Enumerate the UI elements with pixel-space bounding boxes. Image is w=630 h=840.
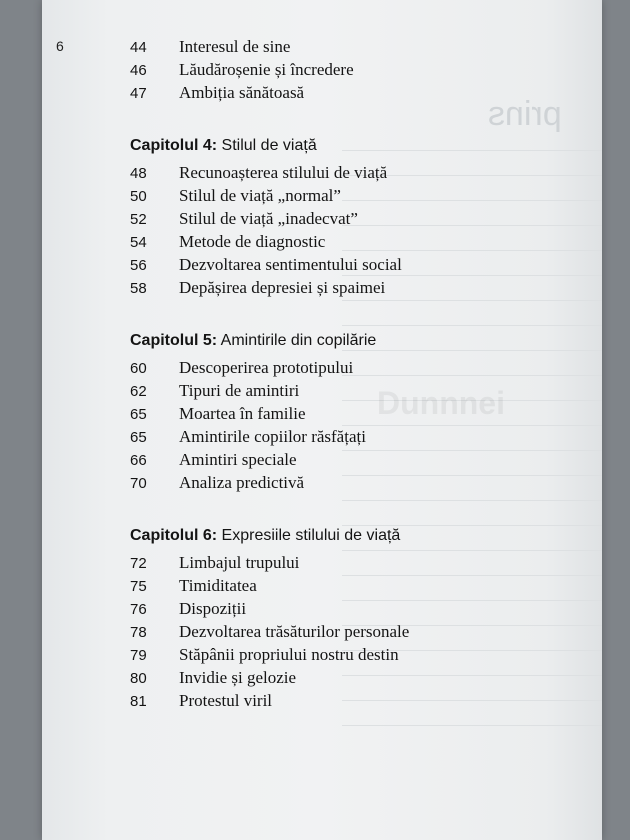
toc-entry-title: Analiza predictivă <box>179 473 305 492</box>
toc-entry-page: 76 <box>130 601 147 618</box>
chapter-label: Capitolul 4: <box>130 137 218 154</box>
toc-entry-title: Recunoașterea stilului de viață <box>179 163 388 182</box>
toc-entry <box>130 404 409 427</box>
toc-entry <box>130 691 409 714</box>
toc-entry <box>130 427 409 450</box>
toc-entry-page: 70 <box>130 475 147 492</box>
toc-entry-title: Stăpânii propriului nostru destin <box>179 645 399 664</box>
toc-entry-title: Lăudăroșenie și încredere <box>179 60 354 79</box>
toc-entry <box>130 209 409 232</box>
toc-entry-title: Stilul de viață „normal” <box>179 186 341 205</box>
toc-entry-page: 79 <box>130 647 147 664</box>
table-of-contents <box>130 37 409 714</box>
toc-entry <box>130 381 409 404</box>
toc-entry-title: Depășirea depresiei și spaimei <box>179 278 386 297</box>
chapter-title: Amintirile din copilărie <box>217 332 377 349</box>
toc-entry-title: Limbajul trupului <box>179 553 300 572</box>
toc-entry <box>130 668 409 691</box>
chapter-heading <box>130 527 409 551</box>
chapter-title: Stilul de viață <box>217 137 317 154</box>
toc-entry-title: Stilul de viață „inadecvat” <box>179 209 358 228</box>
chapter-label: Capitolul 5: <box>130 332 218 349</box>
chapter-heading <box>130 332 409 356</box>
chapter-label: Capitolul 6: <box>130 527 218 544</box>
watermark-logo: Dunnnei <box>377 385 505 421</box>
toc-entry-page: 46 <box>130 62 147 79</box>
toc-entry <box>130 553 409 576</box>
toc-entry-page: 50 <box>130 188 147 205</box>
toc-entry-page: 47 <box>130 85 147 102</box>
toc-entry <box>130 645 409 668</box>
toc-entry-page: 58 <box>130 280 147 297</box>
toc-entry <box>130 83 409 106</box>
toc-entry-title: Moartea în familie <box>179 404 306 423</box>
toc-entry-title: Amintiri speciale <box>179 450 297 469</box>
toc-entry <box>130 278 409 301</box>
toc-entry-page: 48 <box>130 165 147 182</box>
toc-entry-page: 81 <box>130 693 147 710</box>
toc-entry-page: 66 <box>130 452 147 469</box>
toc-entry <box>130 358 409 381</box>
toc-entry-page: 78 <box>130 624 147 641</box>
toc-entry <box>130 186 409 209</box>
toc-entry <box>130 473 409 496</box>
toc-entry-title: Interesul de sine <box>179 37 291 56</box>
toc-entry-title: Descoperirea prototipului <box>179 358 354 377</box>
toc-entry-page: 56 <box>130 257 147 274</box>
toc-entry <box>130 576 409 599</box>
toc-entry-title: Timiditatea <box>179 576 257 595</box>
toc-entry-title: Dezvoltarea sentimentului social <box>179 255 402 274</box>
toc-entry <box>130 622 409 645</box>
toc-entry-page: 44 <box>130 39 147 56</box>
toc-entry-title: Invidie și gelozie <box>179 668 297 687</box>
toc-entry-page: 65 <box>130 429 147 446</box>
toc-entry-page: 65 <box>130 406 147 423</box>
toc-entry <box>130 232 409 255</box>
toc-entry <box>130 450 409 473</box>
chapter-title: Expresiile stilului de viață <box>217 527 401 544</box>
toc-entry <box>130 255 409 278</box>
toc-entry <box>130 599 409 622</box>
toc-entry-title: Tipuri de amintiri <box>179 381 300 400</box>
toc-entry <box>130 163 409 186</box>
toc-entry-page: 60 <box>130 360 147 377</box>
toc-entry-page: 80 <box>130 670 147 687</box>
toc-entry-page: 52 <box>130 211 147 228</box>
toc-entry-page: 72 <box>130 555 147 572</box>
page-number: 6 <box>56 38 64 54</box>
toc-entry-title: Dispoziții <box>179 599 247 618</box>
toc-entry-page: 54 <box>130 234 147 251</box>
toc-entry-title: Protestul viril <box>179 691 273 710</box>
toc-entry-title: Metode de diagnostic <box>179 232 326 251</box>
show-through-text: prins <box>488 95 562 133</box>
toc-entry <box>130 37 409 60</box>
toc-entry <box>130 60 409 83</box>
toc-entry-page: 75 <box>130 578 147 595</box>
toc-entry-page: 62 <box>130 383 147 400</box>
toc-entry-title: Amintirile copiilor răsfățați <box>179 427 366 446</box>
toc-entry-title: Ambiția sănătoasă <box>179 83 305 102</box>
chapter-heading <box>130 137 409 161</box>
toc-entry-title: Dezvoltarea trăsăturilor personale <box>179 622 410 641</box>
